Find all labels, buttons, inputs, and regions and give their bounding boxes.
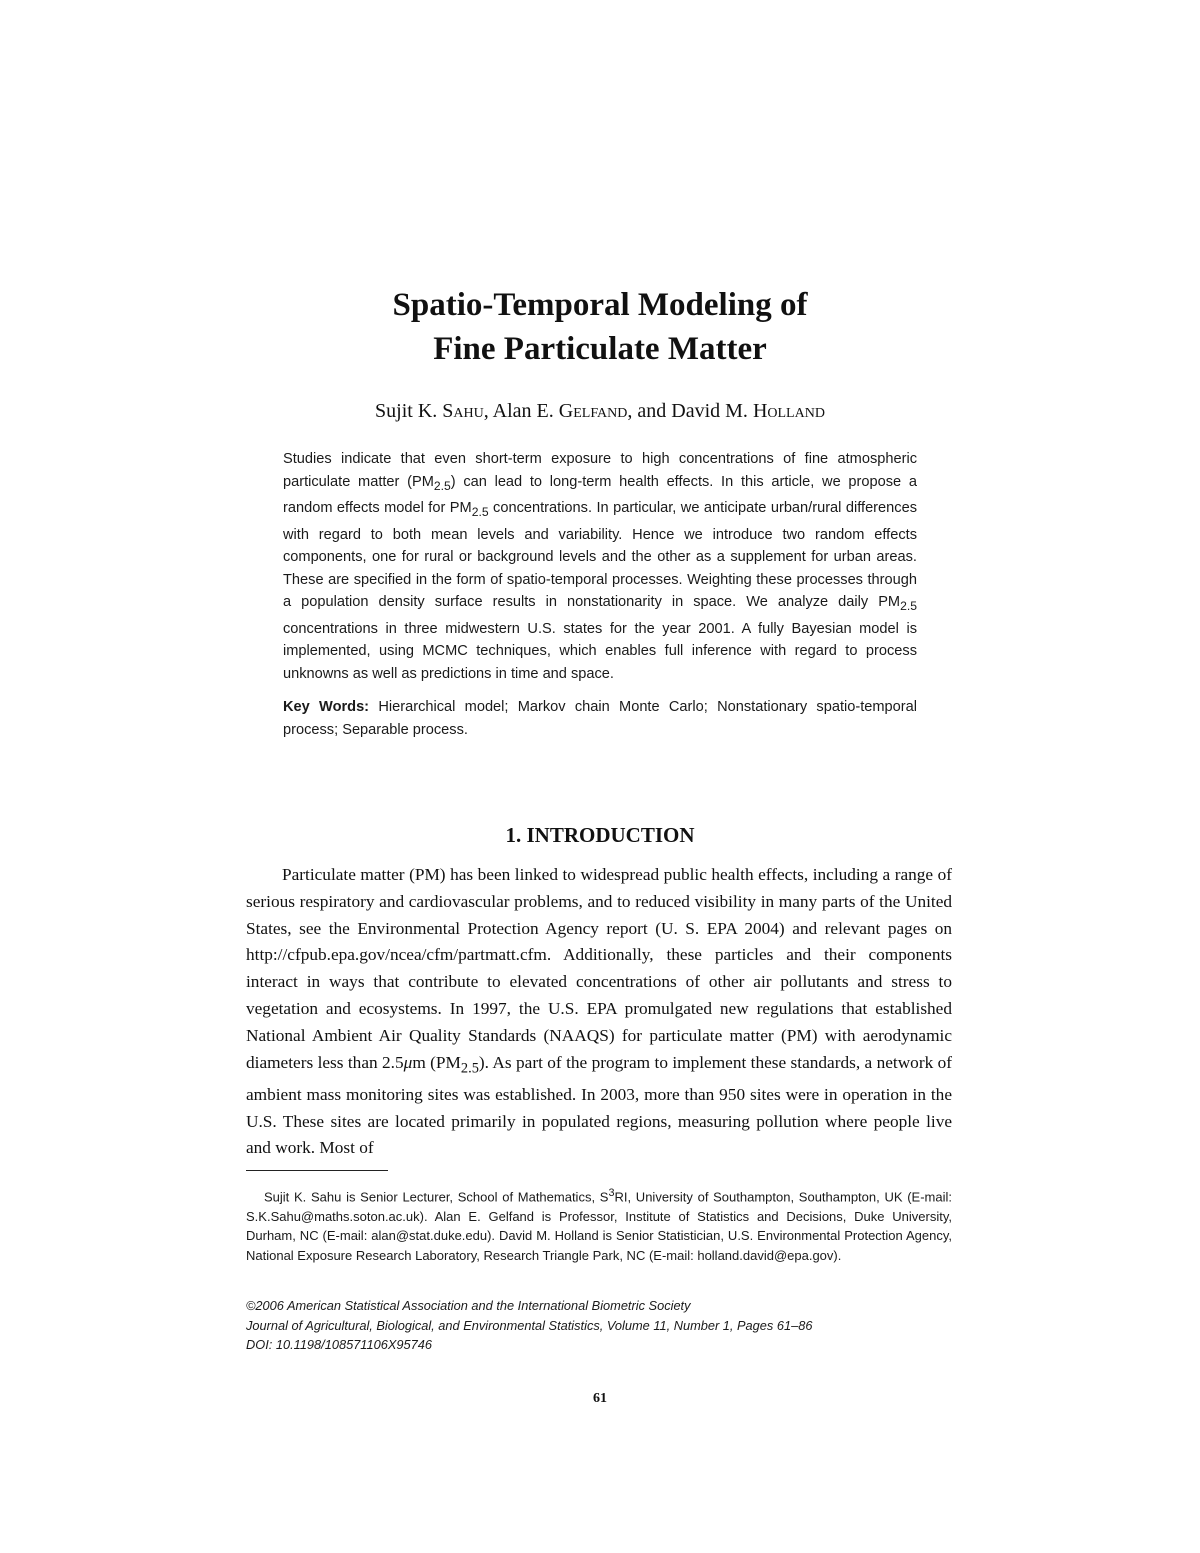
title-line-1: Spatio-Temporal Modeling of — [392, 287, 808, 323]
author-footnote — [246, 1184, 952, 1265]
abstract-part-2: ) can lead to long-term health effects. In this article, we propose a random effects model for PM — [283, 473, 917, 517]
footnote-part-1: Sujit K. Sahu is Senior Lecturer, School of Mathematics, S — [264, 1189, 609, 1205]
body-part-2: m (PM — [412, 1052, 461, 1072]
footnote-part-2: RI, University of Southampton, Southampton, UK (E-mail: S.K.Sahu@maths.soton.ac.uk). Alan E. Gelfand is Professor, Institute of Statistics and Decisions, Duke University, Durham, NC (E-mail: alan@stat.duke.edu). David M. Holland is Senior Statistician, U.S. Environmental Protection Agency, National Exposure Research Laboratory, Research Triangle Park, NC (E-mail: holland.david@epa.gov). — [246, 1189, 952, 1263]
doi-line: DOI: 10.1198/108571106X95746 — [246, 1337, 432, 1352]
author-1-family: Sahu — [442, 400, 484, 422]
author-2-family: Gelfand — [558, 400, 628, 422]
abstract-part-1: Studies indicate that even short-term exposure to high concentrations of fine atmospheric particulate matter (PM — [283, 451, 917, 490]
body-subscript: 2.5 — [460, 1060, 479, 1077]
footnote-superscript: 3 — [608, 1187, 615, 1199]
key-words-label: Key Words: — [283, 699, 370, 715]
abstract-subscript-1: 2.5 — [433, 478, 451, 493]
author-1-given: Sujit K. — [375, 400, 443, 422]
author-list — [0, 399, 1200, 423]
copyright-line: ©2006 American Statistical Association and the International Biometric Society — [246, 1298, 691, 1313]
title-line-2: Fine Particulate Matter — [433, 331, 767, 367]
journal-line: Journal of Agricultural, Biological, and Environmental Statistics, Volume 11, Number 1, Pages 61–86 — [246, 1317, 813, 1333]
abstract-part-3: concentrations. In particular, we anticipate urban/rural differences with regard to both mean levels and variability. Hence we introduce two random effects components, one for rural or background levels and the other as a supplement for urban areas. These are specified in the form of spatio-temporal processes. Weighting these processes through a population density surface results in nonstationarity in space. We analyze daily PM — [283, 500, 917, 611]
body-part-1: Particulate matter (PM) has been linked to widespread public health effects, including a range of serious respiratory and cardiovascular problems, and to reduced visibility in many parts of the United States, see the Environmental Protection Agency report (U. S. EPA 2004) and relevant pages on http://cfpub.epa.gov/ncea/cfm/partmatt.cfm. Additionally, these particles and their components interact in ways that contribute to elevated concentrations of other air pollutants and stress to vegetation and ecosystems. In 1997, the U.S. EPA promulgated new regulations that established National Ambient Air Quality Standards (NAAQS) for particulate matter (PM) with aerodynamic diameters less than 2.5 — [246, 865, 952, 1072]
abstract — [283, 448, 917, 686]
footnote-divider — [246, 1170, 388, 1171]
page-number: 61 — [593, 1391, 607, 1406]
copyright-block — [246, 1296, 952, 1355]
author-sep-2: , and David M. — [627, 400, 753, 422]
author-3-family: Holland — [752, 400, 825, 422]
key-words — [283, 696, 917, 741]
abstract-part-4: concentrations in three midwestern U.S. states for the year 2001. A fully Bayesian model is implemented, using MCMC techniques, which enables full inference with regard to process unknowns as well as predictions in time and space. — [283, 620, 917, 683]
section-heading: 1. INTRODUCTION — [505, 823, 695, 847]
body-part-3: ). As part of the program to implement these standards, a network of ambient mass monitoring sites was established. In 2003, more than 950 sites were in operation in the U.S. These sites are located primarily in populated regions, measuring pollution where people live and work. Most of — [246, 1052, 953, 1158]
abstract-subscript-3: 2.5 — [900, 599, 917, 614]
key-words-text: Hierarchical model; Markov chain Monte Carlo; Nonstationary spatio-temporal process; Separable process. — [283, 699, 917, 738]
mu-symbol: μ — [403, 1052, 413, 1072]
abstract-subscript-2: 2.5 — [471, 505, 489, 519]
body-paragraph — [246, 862, 952, 1162]
paper-title — [0, 283, 1200, 371]
author-sep-1: , Alan E. — [483, 400, 559, 422]
